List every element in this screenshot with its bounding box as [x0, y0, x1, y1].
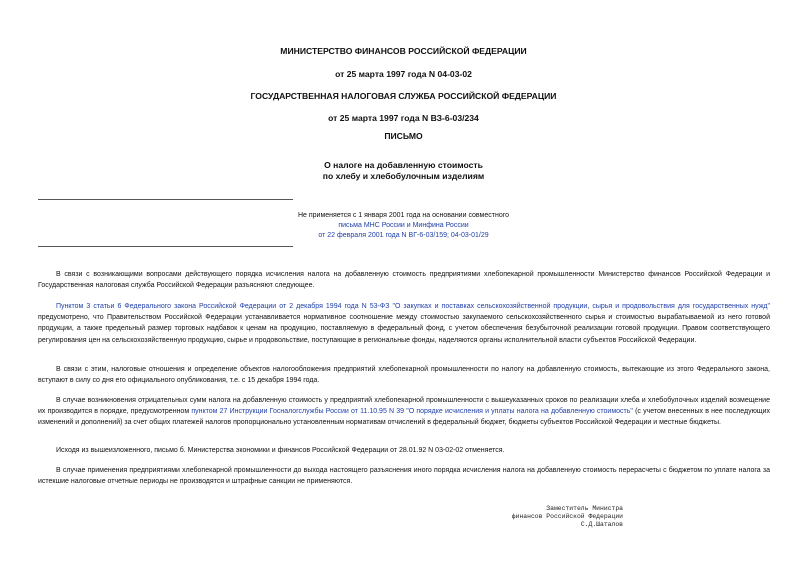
paragraph-5: Исходя из вышеизложенного, письмо б. Министерства экономики и финансов Российской Федерации от 28.01.92 N 03-02-02 отменяется. [56, 447, 505, 454]
ministry-heading: МИНИСТЕРСТВО ФИНАНСОВ РОССИЙСКОЙ ФЕДЕРАЦИИ [280, 46, 527, 56]
paragraph-1: В связи с возникающими вопросами действующего порядка исчисления налога на добавленную стоимость предприятиями хлебопекарной промышленности Министерство финансов Российской Федерации и Государственная налоговая служба Российской Федерации разъясняют следующее. [38, 271, 770, 290]
status-note-link1-text[interactable]: письма МНС России и Минфина России [338, 222, 469, 229]
paragraph-4-text-a: В случае возникновения отрицательных сумм налога на добавленную стоимость у предприятий хлебопекарной промышленности с вышеуказанных сроков по реализации хлеба и хлебобулочных изделий возмещение их производится в порядке, предусмотренном [38, 397, 770, 416]
paragraph-4 [38, 395, 770, 429]
paragraph-6: В случае применения предприятиями хлебопекарной промышленности до выхода настоящего разъяснения иного порядка исчисления налога на добавленную стоимость перерасчеты с бюджетом по уплате налога за истекшие налоговые отчетные периоды не производятся и штрафные санкции не применяются. [38, 467, 770, 486]
status-note-link1[interactable] [0, 221, 807, 231]
signature-name: С.Д.Шаталов [580, 521, 623, 528]
paragraph-2-text: предусмотрено, что Правительством Российской Федерации устанавливается нормативное соотношение между стоимостью закупаемого сельскохозяйственного сырья и стоимостью вырабатываемой из него готовой продукции, а также предельный размер торговых надбавок к ценам на продукцию, поставляемую в федеральный фонд, с учетом обеспечения безубыточной реализации готовой продукции. Правом соответствующего регулирования цен на сельскохозяйственную продукцию, сырье и продовольствие, поступающие в региональные фонды, наделяются органы исполнительной власти субъектов Российской Федерации. [38, 314, 770, 344]
federal-law-link[interactable]: Пунктом 3 статьи 6 Федерального закона Российской Федерации от 2 декабря 1994 года N 53-ФЗ "О закупках и поставках сельскохозяйственной продукции, сырья и продовольствия для государственных нужд" [56, 303, 770, 310]
paragraph-3: В связи с этим, налоговые отношения и определение объектов налогообложения предприятий хлебопекарной промышленности по налогу на добавленную стоимость, вытекающие из этого Федерального закона, вступают в силу со дня его официального опубликования, т.е. с 15 декабря 1994 года. [38, 366, 770, 385]
document-title-line2: по хлебу и хлебобулочным изделиям [322, 171, 485, 181]
instruction-link[interactable]: пунктом 27 Инструкции Госналогслужбы России от 11.10.95 N 39 "О порядке исчисления и уплаты налога на добавленную стоимость" [191, 408, 633, 416]
paragraph-4-text-b: (с учетом внесенных в нее последующих изменений и дополнений) за счет общих платежей налогов пропорционально установленным нормативам отчислений в федеральный бюджет, бюджеты субъектов Российской Федерации и местные бюджеты. [38, 408, 770, 427]
status-note-link2[interactable] [0, 231, 807, 241]
paragraph-2 [38, 301, 770, 346]
signature-position: Заместитель Министра [546, 505, 623, 512]
service-heading: ГОСУДАРСТВЕННАЯ НАЛОГОВАЯ СЛУЖБА РОССИЙСКОЙ ФЕДЕРАЦИИ [250, 91, 557, 101]
service-date: от 25 марта 1997 года N ВЗ-6-03/234 [328, 113, 479, 123]
status-note-link2-text[interactable]: от 22 февраля 2001 года N ВГ-6-03/159; 04-03-01/29 [318, 232, 489, 239]
ministry-date: от 25 марта 1997 года N 04-03-02 [335, 69, 472, 79]
signature-organization: финансов Российской Федерации [511, 513, 623, 520]
divider-bottom [38, 246, 293, 247]
document-title-line1: О налоге на добавленную стоимость [324, 160, 483, 170]
divider-top [38, 199, 293, 200]
status-note-line1: Не применяется с 1 января 2001 года на основании совместного [297, 212, 510, 219]
document-type: ПИСЬМО [384, 131, 423, 141]
